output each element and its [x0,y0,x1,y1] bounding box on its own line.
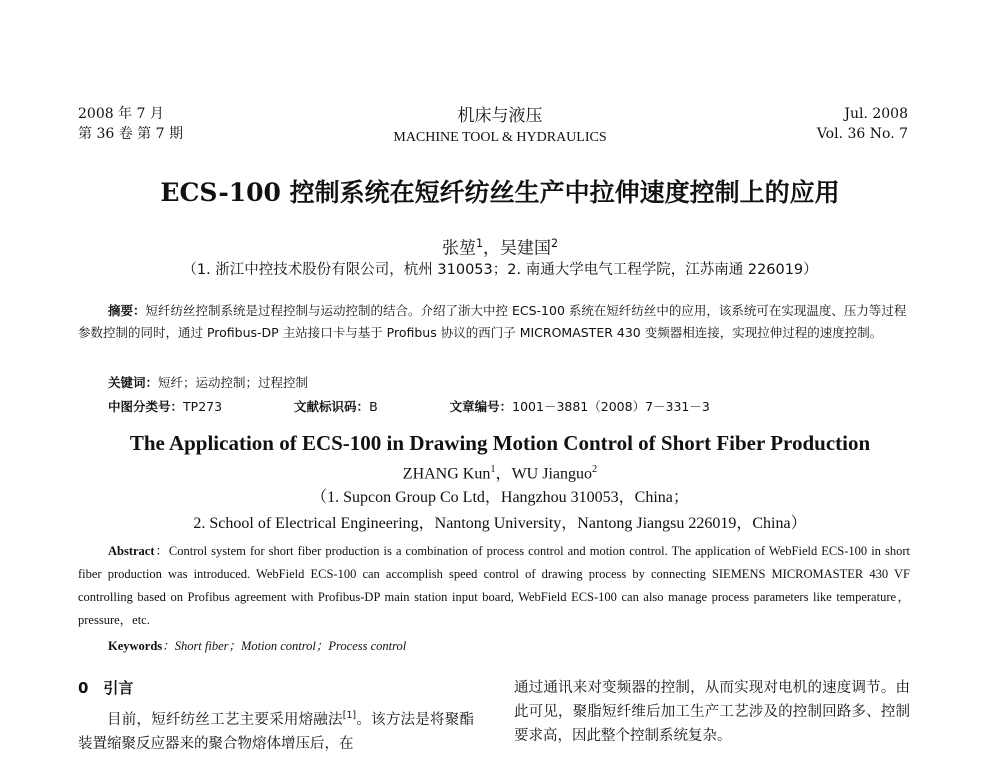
affiliation-en-1: （1. Supcon Group Co Ltd，Hangzhou 310053，China； [311,489,689,506]
abstract-cn-text: 短纤纺丝控制系统是过程控制与运动控制的结合。介绍了浙大中控 ECS-100 系统在短纤纺丝中的应用，该系统可在实现温度、压力等过程参数控制的同时，通过 Profibus-DP 主站接口卡与基于 Profibus 协议的西门子 MICROMASTER 430 变频器相连接，实现拉伸过程的速度控制。 [78,303,907,340]
author-2-en: WU Jianguo [511,465,592,483]
author-1-cn: 张堃 [441,238,476,259]
keywords-cn-label: 关键词： [108,375,159,390]
author-1-en: ZHANG Kun [402,465,491,483]
author-1-en-affil-mark: 1 [490,464,496,475]
article-number [450,399,744,414]
abstract-en-sep: ： [154,544,169,558]
journal-name-en: MACHINE TOOL & HYDRAULICS [393,130,607,145]
clc-value: TP273 [183,399,223,414]
clc-number [108,399,256,414]
author-2-affil-mark: 2 [551,237,559,250]
article-number-value: 1001－3881（2008）7－331－3 [512,399,710,414]
authors-cn [0,232,1000,261]
author-2-cn: 吴建国 [500,238,551,259]
author-1-affil-mark: 1 [475,237,483,250]
abstract-cn-label: 摘要： [108,303,146,318]
keywords-en-sep: ： [162,639,175,653]
abstract-en [78,540,910,632]
author-separator: ， [483,238,500,259]
paper-title-en: The Application of ECS-100 in Drawing Motion Control of Short Fiber Production [129,431,871,455]
article-number-label: 文章编号： [449,399,513,414]
journal-name-cn: 机床与液压 [457,106,543,126]
volume-issue-cn: 第 36 卷 第 7 期 [78,126,183,142]
issue-date-cn: 2008 年 7 月 [78,106,164,122]
body-left-text-2: 。该方法是将聚酯装置缩聚反应器来的聚合物熔体增压后，在 [78,711,474,752]
affiliation-cn: （1. 浙江中控技术股份有限公司，杭州 310053；2. 南通大学电气工程学院，江苏南通 226019） [182,262,818,278]
keywords-cn-text: 短纤；运动控制；过程控制 [158,375,309,390]
citation-ref: [1] [342,710,357,721]
paper-title-cn: ECS-100 控制系统在短纤纺丝生产中拉伸速度控制上的应用 [160,178,840,207]
keywords-en-text: Short fiber；Motion control；Process control [174,639,407,653]
doc-code-value: B [369,399,378,414]
section-heading-introduction: 0 引言 [78,679,134,697]
header-right [817,104,908,144]
affiliation-en-2: 2. School of Electrical Engineering，Nantong University，Nantong Jiangsu 226019，China） [193,515,807,532]
body-column-right: 通过通讯来对变频器的控制，从而实现对电机的速度调节。由此可见，聚脂短纤维后加工生产工艺涉及的控制回路多、控制要求高，因此整个控制系统复杂。 [514,680,910,744]
author-en-separator: ， [495,465,512,483]
keywords-en-label: Keywords [108,639,163,653]
keywords-en [108,635,406,657]
authors-en [0,458,1000,486]
doc-code-label: 文献标识码： [294,399,370,414]
body-left-text-1: 目前，短纤纺丝工艺主要采用熔融法 [107,711,343,728]
body-column-left [78,704,474,756]
abstract-en-label: Abstract [108,544,155,558]
author-2-en-affil-mark: 2 [592,464,598,475]
issue-date-en: Jul. 2008 [844,106,908,122]
classification-line [108,396,778,418]
volume-issue-en: Vol. 36 No. 7 [816,126,908,142]
document-code [294,399,412,414]
clc-label: 中图分类号： [108,399,184,414]
abstract-en-text: Control system for short fiber production is a combination of process control and motion control. The application of WebField ECS-100 in short fiber production was introduced. WebField ECS-100 can accomplish speed control of drawing process by connecting SIEMENS MICROMASTER 430 VF controlling based on Profibus agreement with Profibus-DP main station input board, WebField ECS-100 can also manage process parameters like temperature，pressure，etc. [78,544,910,627]
abstract-cn [78,300,910,344]
keywords-cn [108,372,308,394]
